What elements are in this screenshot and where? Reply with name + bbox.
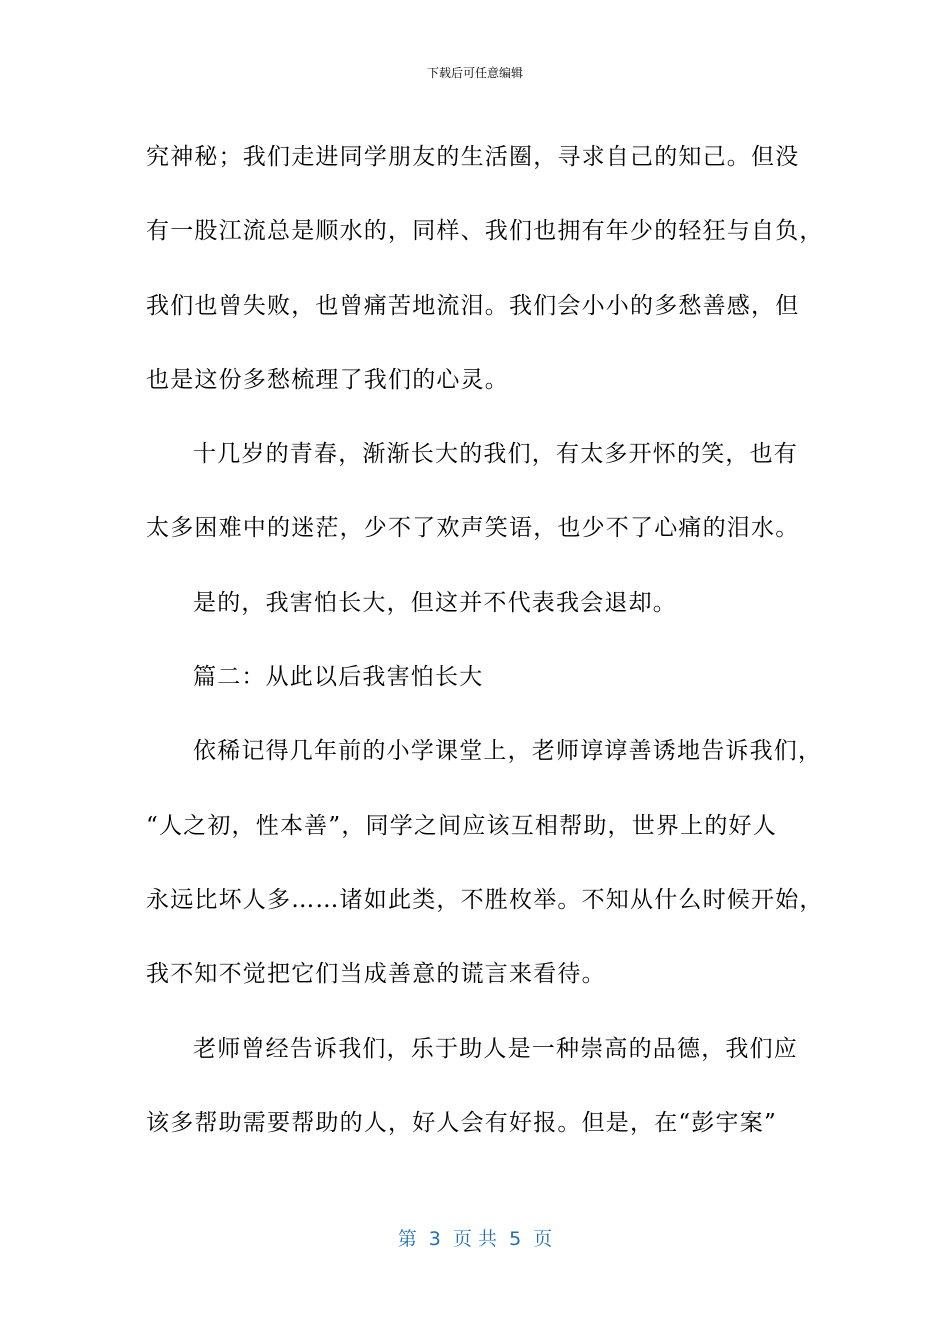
text-line: 依稀记得几年前的小学课堂上，老师谆谆善诱地告诉我们， [193, 738, 823, 765]
page-number: 第 3 页 共 5 页 [397, 1228, 553, 1250]
text-line: 有一股江流总是顺水的，同样、我们也拥有年少的轻狂与自负， [146, 218, 824, 245]
text-line: 永远比坏人多……诸如此类，不胜枚举。不知从什么时候开始， [146, 886, 824, 913]
document-body [146, 120, 824, 1160]
section-heading: 篇二：从此以后我害怕长大 [193, 664, 484, 691]
text-line: 是的，我害怕长大，但这并不代表我会退却。 [193, 589, 677, 616]
text-line: 我们也曾失败，也曾痛苦地流泪。我们会小小的多愁善感，但 [146, 292, 800, 319]
text-line: 究神秘；我们走进同学朋友的生活圈，寻求自己的知己。但没 [146, 144, 800, 170]
text-line: 老师曾经告诉我们，乐于助人是一种崇高的品德，我们应 [193, 1035, 798, 1062]
text-line: “人之初，性本善”，同学之间应该互相帮助，世界上的好人 [146, 812, 777, 839]
header-note: 下载后可任意编辑 [426, 66, 523, 80]
text-line: 十几岁的青春，渐渐长大的我们，有太多开怀的笑，也有 [193, 441, 798, 468]
text-line: 太多困难中的迷茫，少不了欢声笑语，也少不了心痛的泪水。 [146, 515, 800, 542]
text-line: 我不知不觉把它们当成善意的谎言来看待。 [146, 961, 606, 988]
text-line: 也是这份多愁梳理了我们的心灵。 [146, 366, 509, 393]
text-line: 该多帮助需要帮助的人，好人会有好报。但是，在“彭宇案” [146, 1109, 777, 1136]
